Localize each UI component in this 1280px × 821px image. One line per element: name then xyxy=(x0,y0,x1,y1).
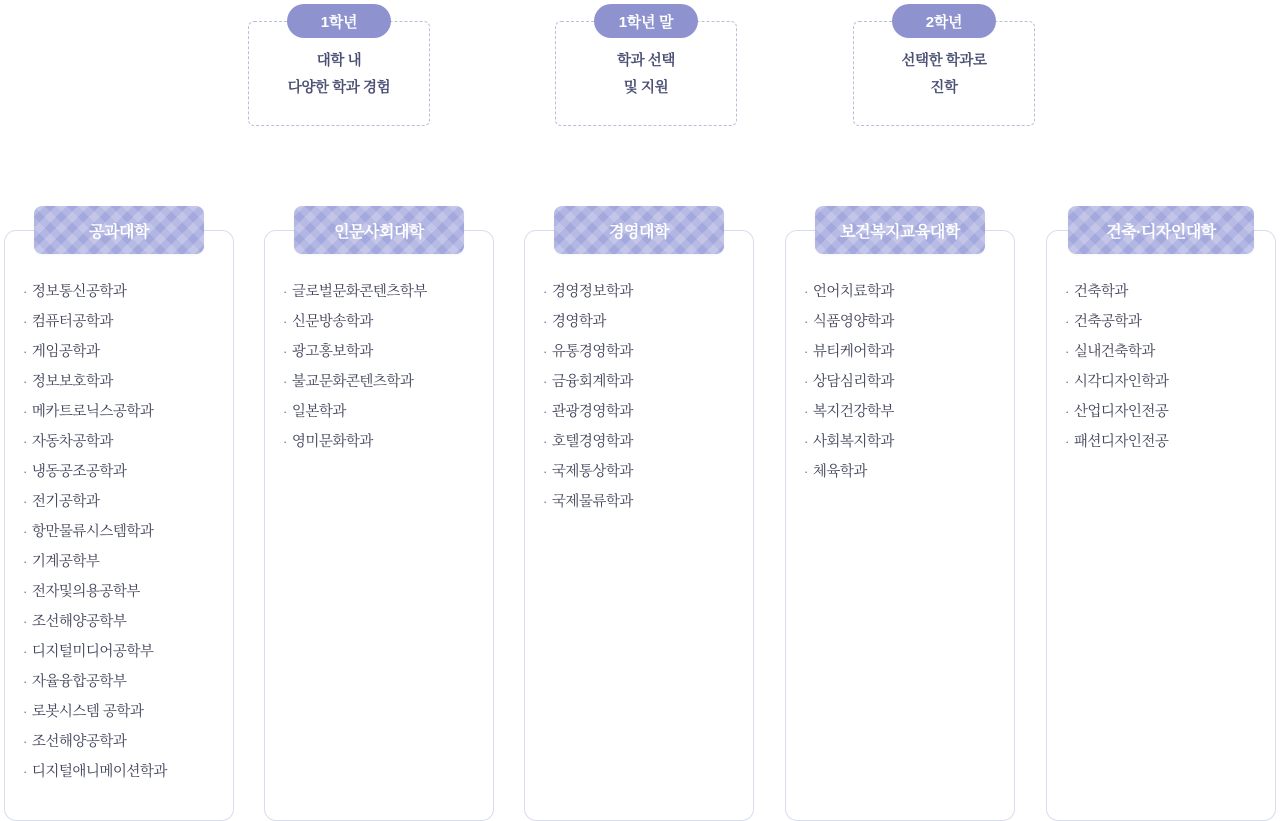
department-item xyxy=(804,427,1014,457)
bullet-icon: · xyxy=(543,404,547,419)
department-label: 기계공학부 xyxy=(31,554,100,570)
department-item xyxy=(23,757,233,787)
department-label: 정보통신공학과 xyxy=(31,284,127,300)
department-item xyxy=(283,367,493,397)
department-item xyxy=(23,577,233,607)
college-title-4: 건축·디자인대학 xyxy=(1068,206,1254,254)
bullet-icon: · xyxy=(23,614,27,629)
timeline-step-2-line2: 및 지원 xyxy=(623,79,669,96)
bullet-icon: · xyxy=(804,344,808,359)
bullet-icon: · xyxy=(804,314,808,329)
department-item xyxy=(804,367,1014,397)
bullet-icon: · xyxy=(543,464,547,479)
department-list-2 xyxy=(525,277,753,517)
department-list-1 xyxy=(265,277,493,457)
department-label: 상담심리학과 xyxy=(812,374,894,390)
department-label: 디지털애니메이션학과 xyxy=(31,764,167,780)
department-label: 유통경영학과 xyxy=(551,344,633,360)
department-label: 실내건축학과 xyxy=(1073,344,1155,360)
college-columns xyxy=(0,206,1280,821)
department-label: 조선해양공학과 xyxy=(31,734,127,750)
college-column-2 xyxy=(524,206,754,821)
department-label: 메카트로닉스공학과 xyxy=(31,404,154,420)
department-item xyxy=(1065,427,1275,457)
college-column-0 xyxy=(4,206,234,821)
department-label: 경영정보학과 xyxy=(551,284,633,300)
department-label: 관광경영학과 xyxy=(551,404,633,420)
department-label: 일본학과 xyxy=(291,404,346,420)
department-label: 불교문화콘텐츠학과 xyxy=(291,374,414,390)
department-item xyxy=(23,487,233,517)
timeline-step-3-line1: 선택한 학과로 xyxy=(901,53,987,69)
bullet-icon: · xyxy=(1065,314,1069,329)
bullet-icon: · xyxy=(804,284,808,299)
department-item xyxy=(23,367,233,397)
department-item xyxy=(283,397,493,427)
department-list-3 xyxy=(786,277,1014,487)
bullet-icon: · xyxy=(23,584,27,599)
department-label: 로봇시스템 공학과 xyxy=(31,704,144,720)
bullet-icon: · xyxy=(283,404,287,419)
department-label: 언어치료학과 xyxy=(812,284,894,300)
bullet-icon: · xyxy=(543,434,547,449)
bullet-icon: · xyxy=(804,404,808,419)
department-item xyxy=(23,667,233,697)
department-item xyxy=(23,697,233,727)
college-body-3 xyxy=(785,230,1015,821)
college-column-1 xyxy=(264,206,494,821)
department-label: 자동차공학과 xyxy=(31,434,113,450)
college-title-0: 공과대학 xyxy=(34,206,204,254)
department-label: 호텔경영학과 xyxy=(551,434,633,450)
bullet-icon: · xyxy=(1065,374,1069,389)
department-label: 금융회계학과 xyxy=(551,374,633,390)
department-item xyxy=(543,307,753,337)
department-item xyxy=(543,427,753,457)
bullet-icon: · xyxy=(23,464,27,479)
bullet-icon: · xyxy=(23,314,27,329)
department-label: 항만물류시스템학과 xyxy=(31,524,154,540)
bullet-icon: · xyxy=(543,284,547,299)
timeline-step-1-line1: 대학 내 xyxy=(316,53,362,69)
college-body-2 xyxy=(524,230,754,821)
department-label: 건축학과 xyxy=(1073,284,1128,300)
department-item xyxy=(23,427,233,457)
bullet-icon: · xyxy=(543,494,547,509)
department-item xyxy=(23,727,233,757)
timeline-row xyxy=(0,0,1280,160)
department-label: 뷰티케어학과 xyxy=(812,344,894,360)
timeline-step-1 xyxy=(248,4,430,126)
department-label: 산업디자인전공 xyxy=(1073,404,1169,420)
department-item xyxy=(1065,337,1275,367)
department-item xyxy=(23,547,233,577)
bullet-icon: · xyxy=(1065,404,1069,419)
bullet-icon: · xyxy=(283,284,287,299)
department-item xyxy=(543,457,753,487)
department-label: 시각디자인학과 xyxy=(1073,374,1169,390)
bullet-icon: · xyxy=(804,434,808,449)
department-list-4 xyxy=(1047,277,1275,457)
bullet-icon: · xyxy=(804,464,808,479)
department-label: 냉동공조공학과 xyxy=(31,464,127,480)
department-item xyxy=(23,397,233,427)
timeline-step-3 xyxy=(853,4,1035,126)
department-item xyxy=(804,457,1014,487)
college-body-4 xyxy=(1046,230,1276,821)
department-label: 자율융합공학부 xyxy=(31,674,127,690)
timeline-step-2 xyxy=(555,4,737,126)
department-label: 영미문화학과 xyxy=(291,434,373,450)
department-item xyxy=(23,607,233,637)
timeline-step-1-badge: 1학년 xyxy=(287,4,391,38)
bullet-icon: · xyxy=(23,554,27,569)
department-item xyxy=(23,457,233,487)
department-item xyxy=(283,337,493,367)
bullet-icon: · xyxy=(23,404,27,419)
department-item xyxy=(1065,397,1275,427)
bullet-icon: · xyxy=(23,704,27,719)
bullet-icon: · xyxy=(1065,284,1069,299)
bullet-icon: · xyxy=(283,434,287,449)
college-column-4 xyxy=(1046,206,1276,821)
department-item xyxy=(23,517,233,547)
bullet-icon: · xyxy=(23,494,27,509)
department-item xyxy=(804,337,1014,367)
department-label: 조선해양공학부 xyxy=(31,614,127,630)
department-item xyxy=(543,337,753,367)
department-item xyxy=(543,487,753,517)
department-item xyxy=(283,277,493,307)
bullet-icon: · xyxy=(23,524,27,539)
department-label: 컴퓨터공학과 xyxy=(31,314,113,330)
timeline-step-2-badge: 1학년 말 xyxy=(594,4,698,38)
department-label: 전기공학과 xyxy=(31,494,100,510)
bullet-icon: · xyxy=(283,374,287,389)
department-label: 디지털미디어공학부 xyxy=(31,644,154,660)
department-label: 경영학과 xyxy=(551,314,606,330)
department-label: 식품영양학과 xyxy=(812,314,894,330)
department-label: 전자및의용공학부 xyxy=(31,584,140,600)
department-list-0 xyxy=(5,277,233,787)
department-item xyxy=(804,277,1014,307)
bullet-icon: · xyxy=(283,344,287,359)
department-item xyxy=(283,307,493,337)
college-title-2: 경영대학 xyxy=(554,206,724,254)
department-item xyxy=(543,397,753,427)
department-label: 패션디자인전공 xyxy=(1073,434,1169,450)
college-title-3: 보건복지교육대학 xyxy=(815,206,985,254)
bullet-icon: · xyxy=(23,674,27,689)
department-item xyxy=(543,367,753,397)
department-item xyxy=(1065,367,1275,397)
department-item xyxy=(1065,307,1275,337)
bullet-icon: · xyxy=(23,434,27,449)
department-item xyxy=(804,307,1014,337)
bullet-icon: · xyxy=(1065,434,1069,449)
college-body-1 xyxy=(264,230,494,821)
department-label: 글로벌문화콘텐츠학부 xyxy=(291,284,427,300)
college-column-3 xyxy=(785,206,1015,821)
department-label: 국제물류학과 xyxy=(551,494,633,510)
bullet-icon: · xyxy=(23,644,27,659)
department-label: 국제통상학과 xyxy=(551,464,633,480)
timeline-step-2-line1: 학과 선택 xyxy=(616,53,676,69)
timeline-step-3-badge: 2학년 xyxy=(892,4,996,38)
bullet-icon: · xyxy=(23,374,27,389)
bullet-icon: · xyxy=(543,314,547,329)
department-label: 정보보호학과 xyxy=(31,374,113,390)
timeline-step-1-line2: 다양한 학과 경험 xyxy=(287,79,391,96)
department-item xyxy=(1065,277,1275,307)
department-item xyxy=(23,307,233,337)
department-item xyxy=(543,277,753,307)
bullet-icon: · xyxy=(543,344,547,359)
bullet-icon: · xyxy=(804,374,808,389)
department-label: 체육학과 xyxy=(812,464,867,480)
department-label: 광고홍보학과 xyxy=(291,344,373,360)
department-item xyxy=(23,637,233,667)
timeline-step-3-line2: 진학 xyxy=(930,79,958,96)
bullet-icon: · xyxy=(23,734,27,749)
department-item xyxy=(804,397,1014,427)
bullet-icon: · xyxy=(543,374,547,389)
bullet-icon: · xyxy=(23,764,27,779)
department-item xyxy=(23,337,233,367)
department-item xyxy=(283,427,493,457)
bullet-icon: · xyxy=(283,314,287,329)
college-title-1: 인문사회대학 xyxy=(294,206,464,254)
department-label: 신문방송학과 xyxy=(291,314,373,330)
department-label: 게임공학과 xyxy=(31,344,100,360)
bullet-icon: · xyxy=(1065,344,1069,359)
department-label: 복지건강학부 xyxy=(812,404,894,420)
department-label: 건축공학과 xyxy=(1073,314,1142,330)
bullet-icon: · xyxy=(23,344,27,359)
college-body-0 xyxy=(4,230,234,821)
department-label: 사회복지학과 xyxy=(812,434,894,450)
bullet-icon: · xyxy=(23,284,27,299)
department-item xyxy=(23,277,233,307)
